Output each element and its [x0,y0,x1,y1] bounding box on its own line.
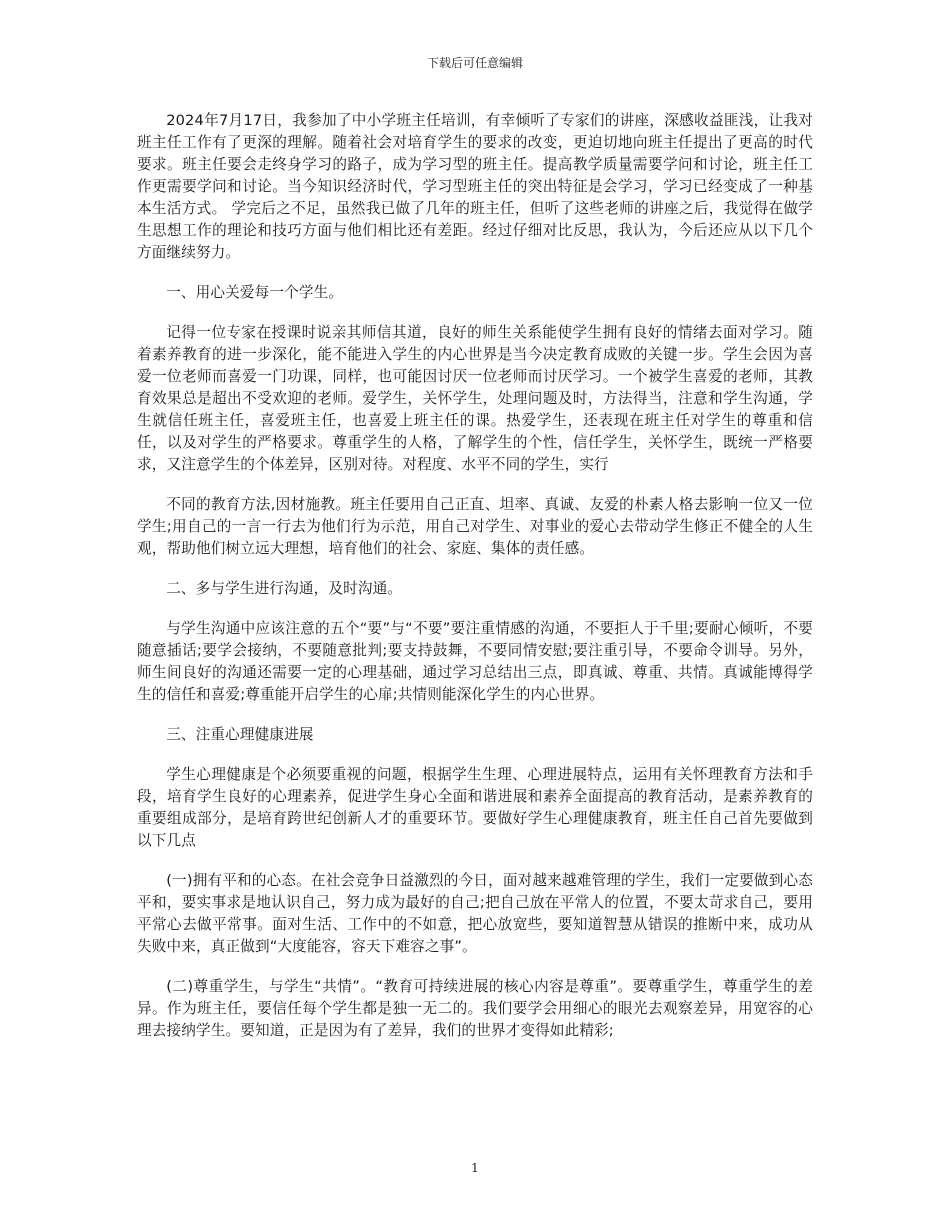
page-header: 下载后可任意编辑 [426,56,523,70]
paragraph-intro: 2024年7月17日，我参加了中小学班主任培训，有幸倾听了专家们的讲座，深感收益匪浅，让我对班主任工作有了更深的理解。随着社会对培育学生的要求的改变，更迫切地向班主任提出了更高的时代要求。班主任要会走终身学习的路子，成为学习型的班主任。提高教学质量需要学问和讨论，班主任工作更需要学问和讨论。当今知识经济时代，学习型班主任的突出特征是会学习，学习已经变成了一种基本生活方式。 学完后之不足，虽然我已做了几年的班主任，但听了这些老师的讲座之后，我觉得在做学生思想工作的理论和技巧方面与他们相比还有差距。经过仔细对比反思，我认为，今后还应从以下几个方面继续努力。 [137,112,813,261]
paragraph-calm-mindset: (一)拥有平和的心态。在社会竞争日益激烈的今日，面对越来越难管理的学生，我们一定要做到心态平和，要实事求是地认识自己，努力成为最好的自己;把自己放在平常人的位置，不要太苛求自己，要用平常心去做平常事。面对生活、工作中的不如意，把心放宽些，要知道智慧从错误的推断中来，成功从失败中来，真正做到“大度能容，容天下难容之事”。 [137,872,813,955]
document-body [137,110,813,1060]
paragraph-communication: 与学生沟通中应该注意的五个“要”与“不要”要注重情感的沟通，不要拒人于千里;要耐心倾听，不要随意插话;要学会接纳，不要随意批判;要支持鼓舞，不要同情安慰;要注重引导，不要命令训导。另外，师生间良好的沟通还需要一定的心理基础，通过学习总结出三点，即真诚、尊重、共情。真诚能博得学生的信任和喜爱;尊重能开启学生的心扉;共情则能深化学生的内心世界。 [137,620,813,703]
section-heading-3: 三、注重心理健康进展 [166,726,314,743]
paragraph-care: 记得一位专家在授课时说亲其师信其道，良好的师生关系能使学生拥有良好的情绪去面对学习。随着素养教育的进一步深化，能不能进入学生的内心世界是当今决定教育成败的关键一步。学生会因为喜爱一位老师而喜爱一门功课，同样，也可能因讨厌一位老师而讨厌学习。一个被学生喜爱的老师，其教育效果总是超出不受欢迎的老师。爱学生，关怀学生，处理问题及时，方法得当，注意和学生沟通，学生就信任班主任，喜爱班主任，也喜爱上班主任的课。热爱学生，还表现在班主任对学生的尊重和信任，以及对学生的严格要求。尊重学生的人格，了解学生的个性，信任学生，关怀学生，既统一严格要求，又注意学生的个体差异，区别对待。对程度、水平不同的学生，实行 [137,324,813,473]
paragraph-teaching-methods: 不同的教育方法,因材施教。班主任要用自己正直、坦率、真诚、友爱的朴素人格去影响一位又一位学生;用自己的一言一行去为他们行为示范，用自己对学生、对事业的爱心去带动学生修正不健全的人生观，帮助他们树立远大理想，培育他们的社会、家庭、集体的责任感。 [137,496,813,557]
page-number: 1 [471,1161,479,1175]
section-heading-2: 二、多与学生进行沟通，及时沟通。 [166,580,403,597]
paragraph-respect-students: (二)尊重学生，与学生“共情”。“教育可持续进展的核心内容是尊重”。要尊重学生，尊重学生的差异。作为班主任，要信任每个学生都是独一无二的。我们要学会用细心的眼光去观察差异，用宽容的心理去接纳学生。要知道，正是因为有了差异，我们的世界才变得如此精彩; [137,978,813,1039]
section-heading-1: 一、用心关爱每一个学生。 [166,284,344,301]
paragraph-mental-health: 学生心理健康是个必须要重视的问题，根据学生生理、心理进展特点，运用有关怀理教育方法和手段，培育学生良好的心理素养，促进学生身心全面和谐进展和素养全面提高的教育活动，是素养教育的重要组成部分，是培育跨世纪创新人才的重要环节。要做好学生心理健康教育，班主任自己首先要做到以下几点 [137,766,813,849]
